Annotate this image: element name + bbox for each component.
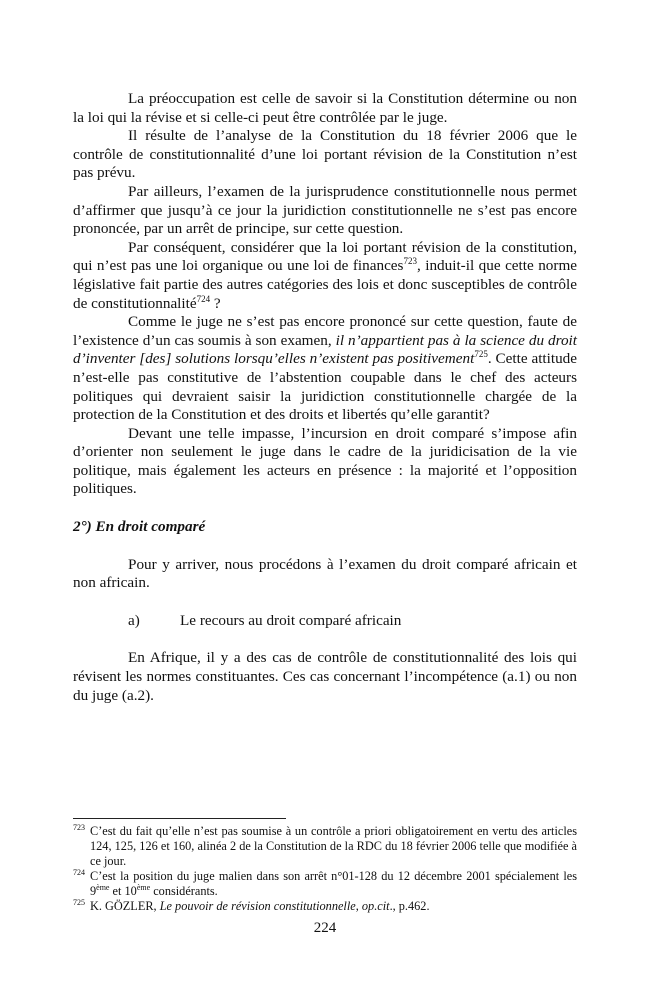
paragraph: Par ailleurs, l’examen de la jurisprudence constitutionnelle nous permet d’affirmer que jusqu’à ce jour la juridiction constitutionnelle ne s’est pas encore prononcée, par un arrêt de principe, sur cette question. (73, 182, 577, 238)
page-number: 224 (313, 920, 337, 936)
subheading-text: Le recours au droit comparé africain (180, 611, 402, 629)
italic-quote: il n’appartient pas à la science du droit d’inventer [des] solutions lorsqu’elles n’existent pas positivement (73, 331, 577, 368)
section-heading: 2°) En droit comparé (73, 518, 206, 536)
citation-abbrev: op.cit (361, 899, 390, 913)
footnote-ref-723[interactable]: 723 (403, 256, 417, 267)
footnote-text: C’est du fait qu’elle n’est pas soumise à un contrôle a priori obligatoirement en vertu des articles 124, 125, 126 et 160, alinéa 2 de la Constitution de la RDC du 18 février 2006 telle que modifiée à ce jour. (90, 824, 577, 868)
footnote-ref-725[interactable]: 725 (474, 349, 488, 360)
main-text (73, 90, 577, 705)
paragraph: Il résulte de l’analyse de la Constitution du 18 février 2006 que le contrôle de constitutionnalité d’une loi portant révision de la Constitution n’est pas prévu. (73, 127, 577, 182)
footnote-text: considérants. (150, 884, 218, 898)
footnotes (73, 818, 577, 914)
footnote-ref-724[interactable]: 724 (196, 293, 211, 304)
footnote-725: $^{725}$ K. GÖZLER, Le pouvoir de révision constitutionnelle, op.cit., p.462. (73, 898, 430, 913)
footnote-723: $^{723}$ C’est du fait qu’elle n’est pas soumise à un contrôle a priori obligatoirement en vertu des articles 124, 125, 126 et 160, alinéa 2 de la Constitution de la RDC du 18 février 2006 telle que modifiée à ce jour. (73, 823, 577, 868)
footnote-text: ., p.462. (389, 899, 430, 913)
text-run: ? (210, 294, 221, 312)
paragraph: La préoccupation est celle de savoir si la Constitution détermine ou non la loi qui la révise et si celle-ci peut être contrôlée par le juge. (73, 90, 577, 126)
footnote-text: , (355, 899, 362, 913)
ordinal-suffix: ème (136, 883, 151, 892)
footnote-724: $^{724}$ C’est la position du juge malien dans son arrêt n°01-128 du 12 décembre 2001 spécialement les 9ème et 10ème considérants. (73, 868, 577, 898)
paragraph (73, 313, 577, 425)
ordinal-suffix: ème (96, 883, 110, 892)
footnote-divider (73, 818, 286, 819)
text-run: . Cette attitude n’est-elle pas constitutive de l’abstention coupable dans le chef des acteurs politiques qui devraient saisir la juridiction constitutionnelle chargée de la protection de la Constitution et des droits et libertés qu’elle garantit? (73, 350, 577, 424)
paragraph: En Afrique, il y a des cas de contrôle de constitutionnalité des lois qui révisent les normes constituantes. Ces cas concernant l’incompétence (a.1) ou non du juge (a.2). (73, 649, 577, 704)
text-run: Par conséquent, considérer que la loi portant révision de la constitution, qui n’est pas une loi organique ou une loi de finances (73, 238, 577, 275)
subheading-label: a) (128, 611, 140, 629)
footnote-text: et 10 (109, 884, 137, 898)
text-run: , induit-il que cette norme législative fait partie des autres catégories des lois et donc susceptibles de contrôle de constitutionnalité (73, 257, 578, 312)
text-run: Comme le juge ne s’est pas encore prononcé sur cette question, faute de l’existence d’un cas soumis à son examen, (73, 313, 577, 349)
book-title: Le pouvoir de révision constitutionnelle (159, 899, 356, 913)
spacer (73, 630, 577, 649)
spacer (73, 593, 577, 612)
paragraph: Pour y arriver, nous procédons à l’examen du droit comparé africain et non africain. (73, 555, 577, 592)
footnote-text: K. GÖZLER, (90, 899, 160, 913)
subheading (128, 612, 577, 631)
paragraph (73, 239, 577, 313)
paragraph: Devant une telle impasse, l’incursion en droit comparé s’impose afin d’orienter non seulement le juge dans le cadre de la juridicisation de la vie politique, mais également les acteurs en présence : la majorité et l’opposition politiques. (73, 424, 577, 498)
footnote-text: C’est la position du juge malien dans son arrêt n°01-128 du 12 décembre 2001 spécialement les 9 (90, 869, 577, 898)
